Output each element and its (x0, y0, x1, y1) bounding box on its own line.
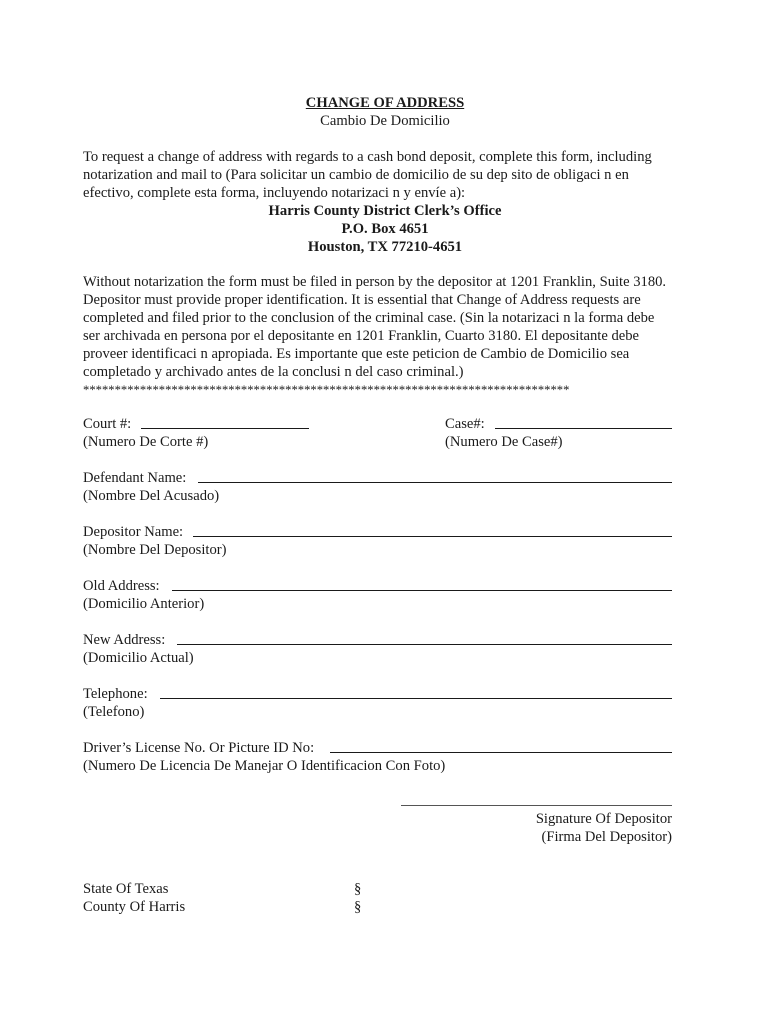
notice-line-2: Depositor must provide proper identification. It is essential that Change of Address requests are (83, 292, 641, 308)
telephone-sublabel: (Telefono) (83, 704, 145, 720)
defendant-label: Defendant Name: (83, 470, 187, 486)
case-sublabel: (Numero De Case#) (445, 434, 563, 450)
new-address-field[interactable] (177, 644, 672, 645)
notice-line-6: completado y archivado antes de la conclusi n del caso criminal.) (83, 364, 464, 380)
section-mark-1: § (354, 881, 362, 897)
signature-sublabel: (Firma Del Depositor) (541, 829, 672, 845)
intro-line-1: To request a change of address with regards to a cash bond deposit, complete this form, including (83, 149, 652, 165)
notice-line-4: ser archivada en persona por el depositante en 1201 Franklin, Cuarto 3180. El depositante debe (83, 328, 640, 344)
defendant-sublabel: (Nombre Del Acusado) (83, 488, 220, 504)
city-zip: Houston, TX 77210-4651 (307, 239, 463, 255)
case-number-field[interactable] (495, 428, 672, 429)
form-title: CHANGE OF ADDRESS (305, 95, 465, 111)
depositor-name-field[interactable] (193, 536, 672, 537)
separator-asterisks: ***************************************************************************** (83, 383, 570, 397)
signature-label: Signature Of Depositor (535, 811, 672, 827)
notice-line-5: proveer identificaci n apropiada. Es importante que este peticion de Cambio de Domicilio sea (83, 346, 630, 362)
old-address-sublabel: (Domicilio Anterior) (83, 596, 205, 612)
form-subtitle: Cambio De Domicilio (320, 113, 450, 129)
license-sublabel: (Numero De Licencia De Manejar O Identificacion Con Foto) (83, 758, 446, 774)
case-label: Case#: (445, 416, 485, 432)
po-box: P.O. Box 4651 (341, 221, 429, 237)
old-address-label: Old Address: (83, 578, 160, 594)
court-label: Court #: (83, 416, 132, 432)
court-number-field[interactable] (141, 428, 309, 429)
telephone-label: Telephone: (83, 686, 148, 702)
notice-line-1: Without notarization the form must be filed in person by the depositor at 1201 Franklin, Suite 3180. (83, 274, 667, 290)
license-label: Driver’s License No. Or Picture ID No: (83, 740, 315, 756)
office-name: Harris County District Clerk’s Office (268, 203, 502, 219)
intro-line-2: notarization and mail to (Para solicitar un cambio de domicilio de su dep sito de obligaci n en (83, 167, 629, 183)
venue-state: State Of Texas (83, 881, 169, 897)
telephone-field[interactable] (160, 698, 672, 699)
signature-line[interactable] (401, 805, 672, 806)
notice-line-3: completed and filed prior to the conclusion of the criminal case. (Sin la notarizaci n la forma debe (83, 310, 655, 326)
court-sublabel: (Numero De Corte #) (83, 434, 209, 450)
depositor-label: Depositor Name: (83, 524, 184, 540)
new-address-label: New Address: (83, 632, 166, 648)
depositor-sublabel: (Nombre Del Depositor) (83, 542, 227, 558)
defendant-name-field[interactable] (198, 482, 672, 483)
new-address-sublabel: (Domicilio Actual) (83, 650, 194, 666)
intro-line-3: efectivo, complete esta forma, incluyendo notarizaci n y envíe a): (83, 185, 466, 201)
old-address-field[interactable] (172, 590, 672, 591)
license-number-field[interactable] (330, 752, 672, 753)
venue-county: County Of Harris (83, 899, 186, 915)
section-mark-2: § (354, 899, 362, 915)
